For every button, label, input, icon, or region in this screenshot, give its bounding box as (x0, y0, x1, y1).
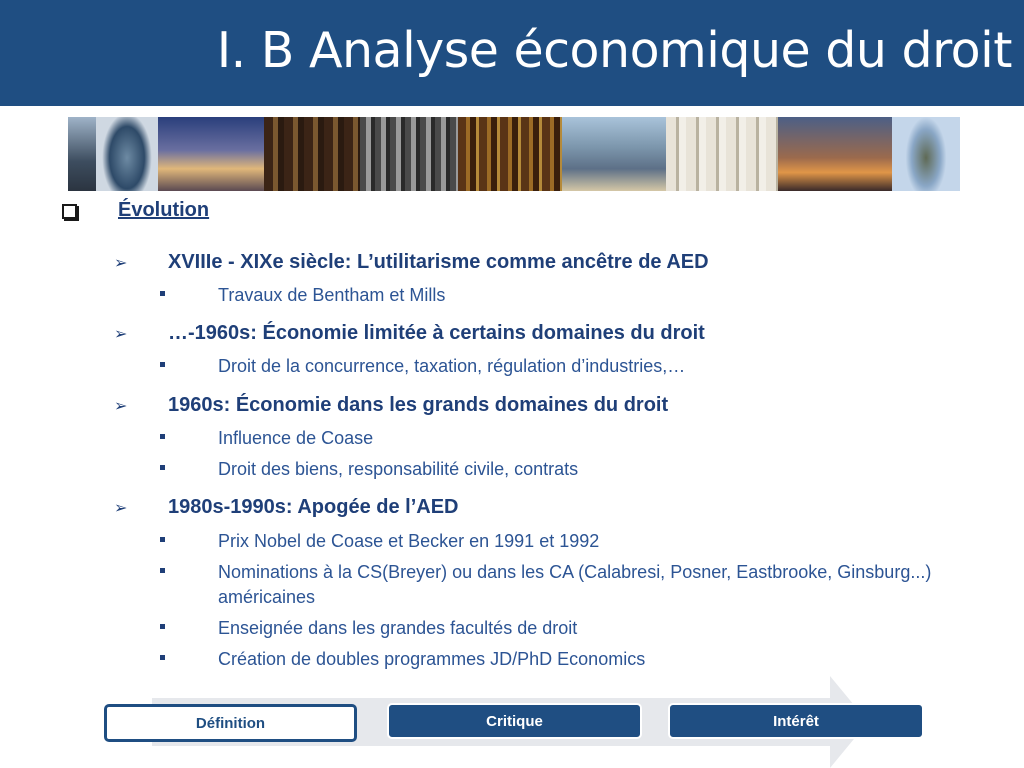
list-item-heading: XVIIIe - XIXe siècle: L’utilitarisme comme ancêtre de AED (168, 251, 709, 273)
step-definition-button[interactable]: Définition (104, 704, 357, 742)
city-towers-photo (68, 117, 96, 191)
list-item-heading: 1960s: Économie dans les grands domaines du droit (168, 394, 669, 416)
square-bullet-icon (160, 434, 165, 439)
sub-item-text: Enseignée dans les grandes facultés de droit (218, 618, 578, 638)
step-interet-button[interactable]: Intérêt (668, 703, 924, 739)
sub-item (160, 616, 978, 641)
section-heading (62, 199, 209, 222)
process-nav (104, 676, 924, 768)
law-books-gavel-photo (264, 117, 360, 191)
square-bullet-icon (160, 537, 165, 542)
list-item (114, 251, 709, 274)
square-bullet-icon (160, 291, 165, 296)
court-columns-photo (666, 117, 778, 191)
sub-item (160, 354, 978, 379)
sub-item-text: Travaux de Bentham et Mills (218, 285, 446, 305)
sub-item (160, 426, 978, 451)
sub-item-text: Droit des biens, responsabilité civile, contrats (218, 459, 579, 479)
list-item (114, 322, 705, 345)
square-bullet-icon (160, 624, 165, 629)
law-books-shelf-photo (458, 117, 562, 191)
square-bullet-icon (160, 655, 165, 660)
list-item (114, 496, 459, 519)
sub-item-text: Nominations à la CS(Breyer) ou dans les CA (Calabresi, Posner, Eastbrooke, Ginsburg...) américaines (218, 562, 932, 607)
gherkin-tower-photo (96, 117, 158, 191)
square-bullet-icon (160, 568, 165, 573)
square-bullet-icon (160, 362, 165, 367)
arrow-bullet-icon: ➢ (114, 253, 128, 272)
list-item-heading: …-1960s: Économie limitée à certains domaines du droit (168, 322, 705, 344)
list-item (114, 394, 668, 417)
list-item-heading: 1980s-1990s: Apogée de l’AED (168, 496, 459, 518)
justice-statue-photo (892, 117, 960, 191)
sub-item-text: Création de doubles programmes JD/PhD Economics (218, 649, 646, 669)
sub-item (160, 283, 978, 308)
step-critique-button[interactable]: Critique (387, 703, 642, 739)
photo-banner (68, 117, 960, 191)
title-bar (0, 0, 1024, 106)
city-skyline-photo (562, 117, 666, 191)
city-bw-photo (360, 117, 458, 191)
section-title: Évolution (118, 199, 210, 221)
cctv-building-photo (158, 117, 264, 191)
checkbox-bullet-icon (62, 204, 77, 219)
sub-item (160, 529, 978, 554)
square-bullet-icon (160, 465, 165, 470)
city-night-photo (778, 117, 892, 191)
slide-title: I. B Analyse économique du droit (216, 22, 1012, 79)
sub-item-text: Droit de la concurrence, taxation, régulation d’industries,… (218, 356, 686, 376)
sub-item (160, 457, 978, 482)
sub-item-text: Prix Nobel de Coase et Becker en 1991 et 1992 (218, 531, 600, 551)
arrow-bullet-icon: ➢ (114, 324, 128, 343)
arrow-bullet-icon: ➢ (114, 498, 128, 517)
arrow-bullet-icon: ➢ (114, 396, 128, 415)
sub-item (160, 647, 978, 672)
sub-item-text: Influence de Coase (218, 428, 374, 448)
sub-item (160, 560, 978, 610)
